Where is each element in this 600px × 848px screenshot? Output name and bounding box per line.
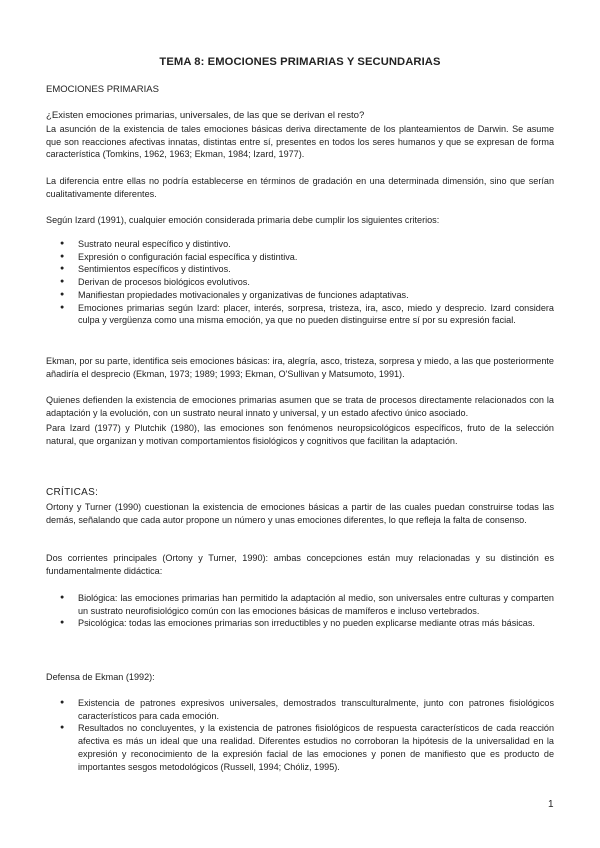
paragraph-darwin: La asunción de la existencia de tales emociones básicas deriva directamente de los planteamientos de Darwin. Se asume que son reacciones afectivas innatas, distintas entre sí, presentes en todos los seres humanos y que se expresan de forma característica (Tomkins, 1962, 1963; Ekman, 1984; Izard, 1977). — [46, 124, 554, 160]
paragraph-diferencia: La diferencia entre ellas no podría establecerse en términos de gradación en una determinada dimensión, sino que serían cualitativamente diferentes. — [46, 176, 554, 199]
list-item: ● Biológica: las emociones primarias han permitido la adaptación al medio, son universales entre culturas y comparten un sustrato neurofisiológico común con las emociones básicas de mamíferos e incluso vertebrados. — [46, 592, 554, 617]
page-title: TEMA 8: EMOCIONES PRIMARIAS Y SECUNDARIAS — [159, 56, 441, 68]
paragraph-defienden: Quienes defienden la existencia de emociones primarias asumen que se trata de procesos directamente relacionados con la adaptación y la evolución, con un sustrato neural innato y universal, y un estado afectivo único asociado. — [46, 395, 554, 418]
paragraph-ekman: Ekman, por su parte, identifica seis emociones básicas: ira, alegría, asco, tristeza, sorpresa y miedo, a las que posteriormente añadiría el desprecio (Ekman, 1973; 1989; 1993; Ekman, O'Sullivan y Matsumoto, 1991). — [46, 356, 554, 379]
paragraph-ortony: Ortony y Turner (1990) cuestionan la existencia de emociones básicas a partir de las cuales puedan construirse todas las demás, señalando que cada autor propone un número y unas emociones diferentes, lo que refleja la falta de consenso. — [46, 502, 554, 525]
question-text: ¿Existen emociones primarias, universales, de las que se derivan el resto? — [46, 110, 365, 121]
list-item: ● Derivan de procesos biológicos evolutivos. — [46, 276, 554, 289]
list-item: ● Existencia de patrones expresivos universales, demostrados transculturalmente, junto con patrones fisiológicos característicos para cada emoción. — [46, 697, 554, 722]
list-item: ● Psicológica: todas las emociones primarias son irreductibles y no pueden explicarse mediante otras más básicas. — [46, 617, 554, 630]
paragraph-izard-plutchik: Para Izard (1977) y Plutchik (1980), las emociones son fenómenos neuropsicológicos específicos, fruto de la selección natural, que organizan y motivan comportamientos fisiológicos y cognitivos que facilitan la adaptación. — [46, 423, 554, 446]
list-item: ● Manifiestan propiedades motivacionales y organizativas de funciones adaptativas. — [46, 289, 554, 302]
page-number: 1 — [548, 799, 554, 810]
paragraph-defensa-ekman: Defensa de Ekman (1992): — [46, 672, 155, 682]
criteria-list — [46, 238, 554, 327]
list-item: ● Resultados no concluyentes, y la existencia de patrones fisiológicos de respuesta característicos de cada reacción afectiva es más un ideal que una realidad. Diferentes estudios no corroboran la hipótesis de la universalidad en la expresión y reconocimiento de la expresión facial de las emociones y ponen de manifiesto que es producto de importantes sesgos metodológicos (Russell, 1994; Chóliz, 1995). — [46, 722, 554, 773]
list-item: ● Expresión o configuración facial específica y distintiva. — [46, 251, 554, 264]
list-item: ● Sentimientos específicos y distintivos. — [46, 263, 554, 276]
list-item: ● Emociones primarias según Izard: placer, interés, sorpresa, tristeza, ira, asco, miedo y desprecio. Izard considera culpa y vergüenza como una misma emoción, ya que no pueden distinguirse entre sí por su expresión facial. — [46, 302, 554, 327]
defensa-list — [46, 697, 554, 773]
section-heading-primarias: EMOCIONES PRIMARIAS — [46, 84, 159, 95]
list-item: ● Sustrato neural específico y distintivo. — [46, 238, 554, 251]
corrientes-list — [46, 592, 554, 630]
paragraph-corrientes: Dos corrientes principales (Ortony y Turner, 1990): ambas concepciones están muy relacionadas y su distinción es fundamentalmente didáctica: — [46, 553, 554, 576]
paragraph-izard-criterios: Según Izard (1991), cualquier emoción considerada primaria debe cumplir los siguientes criterios: — [46, 215, 440, 225]
criticas-heading: CRÍTICAS: — [46, 487, 99, 498]
